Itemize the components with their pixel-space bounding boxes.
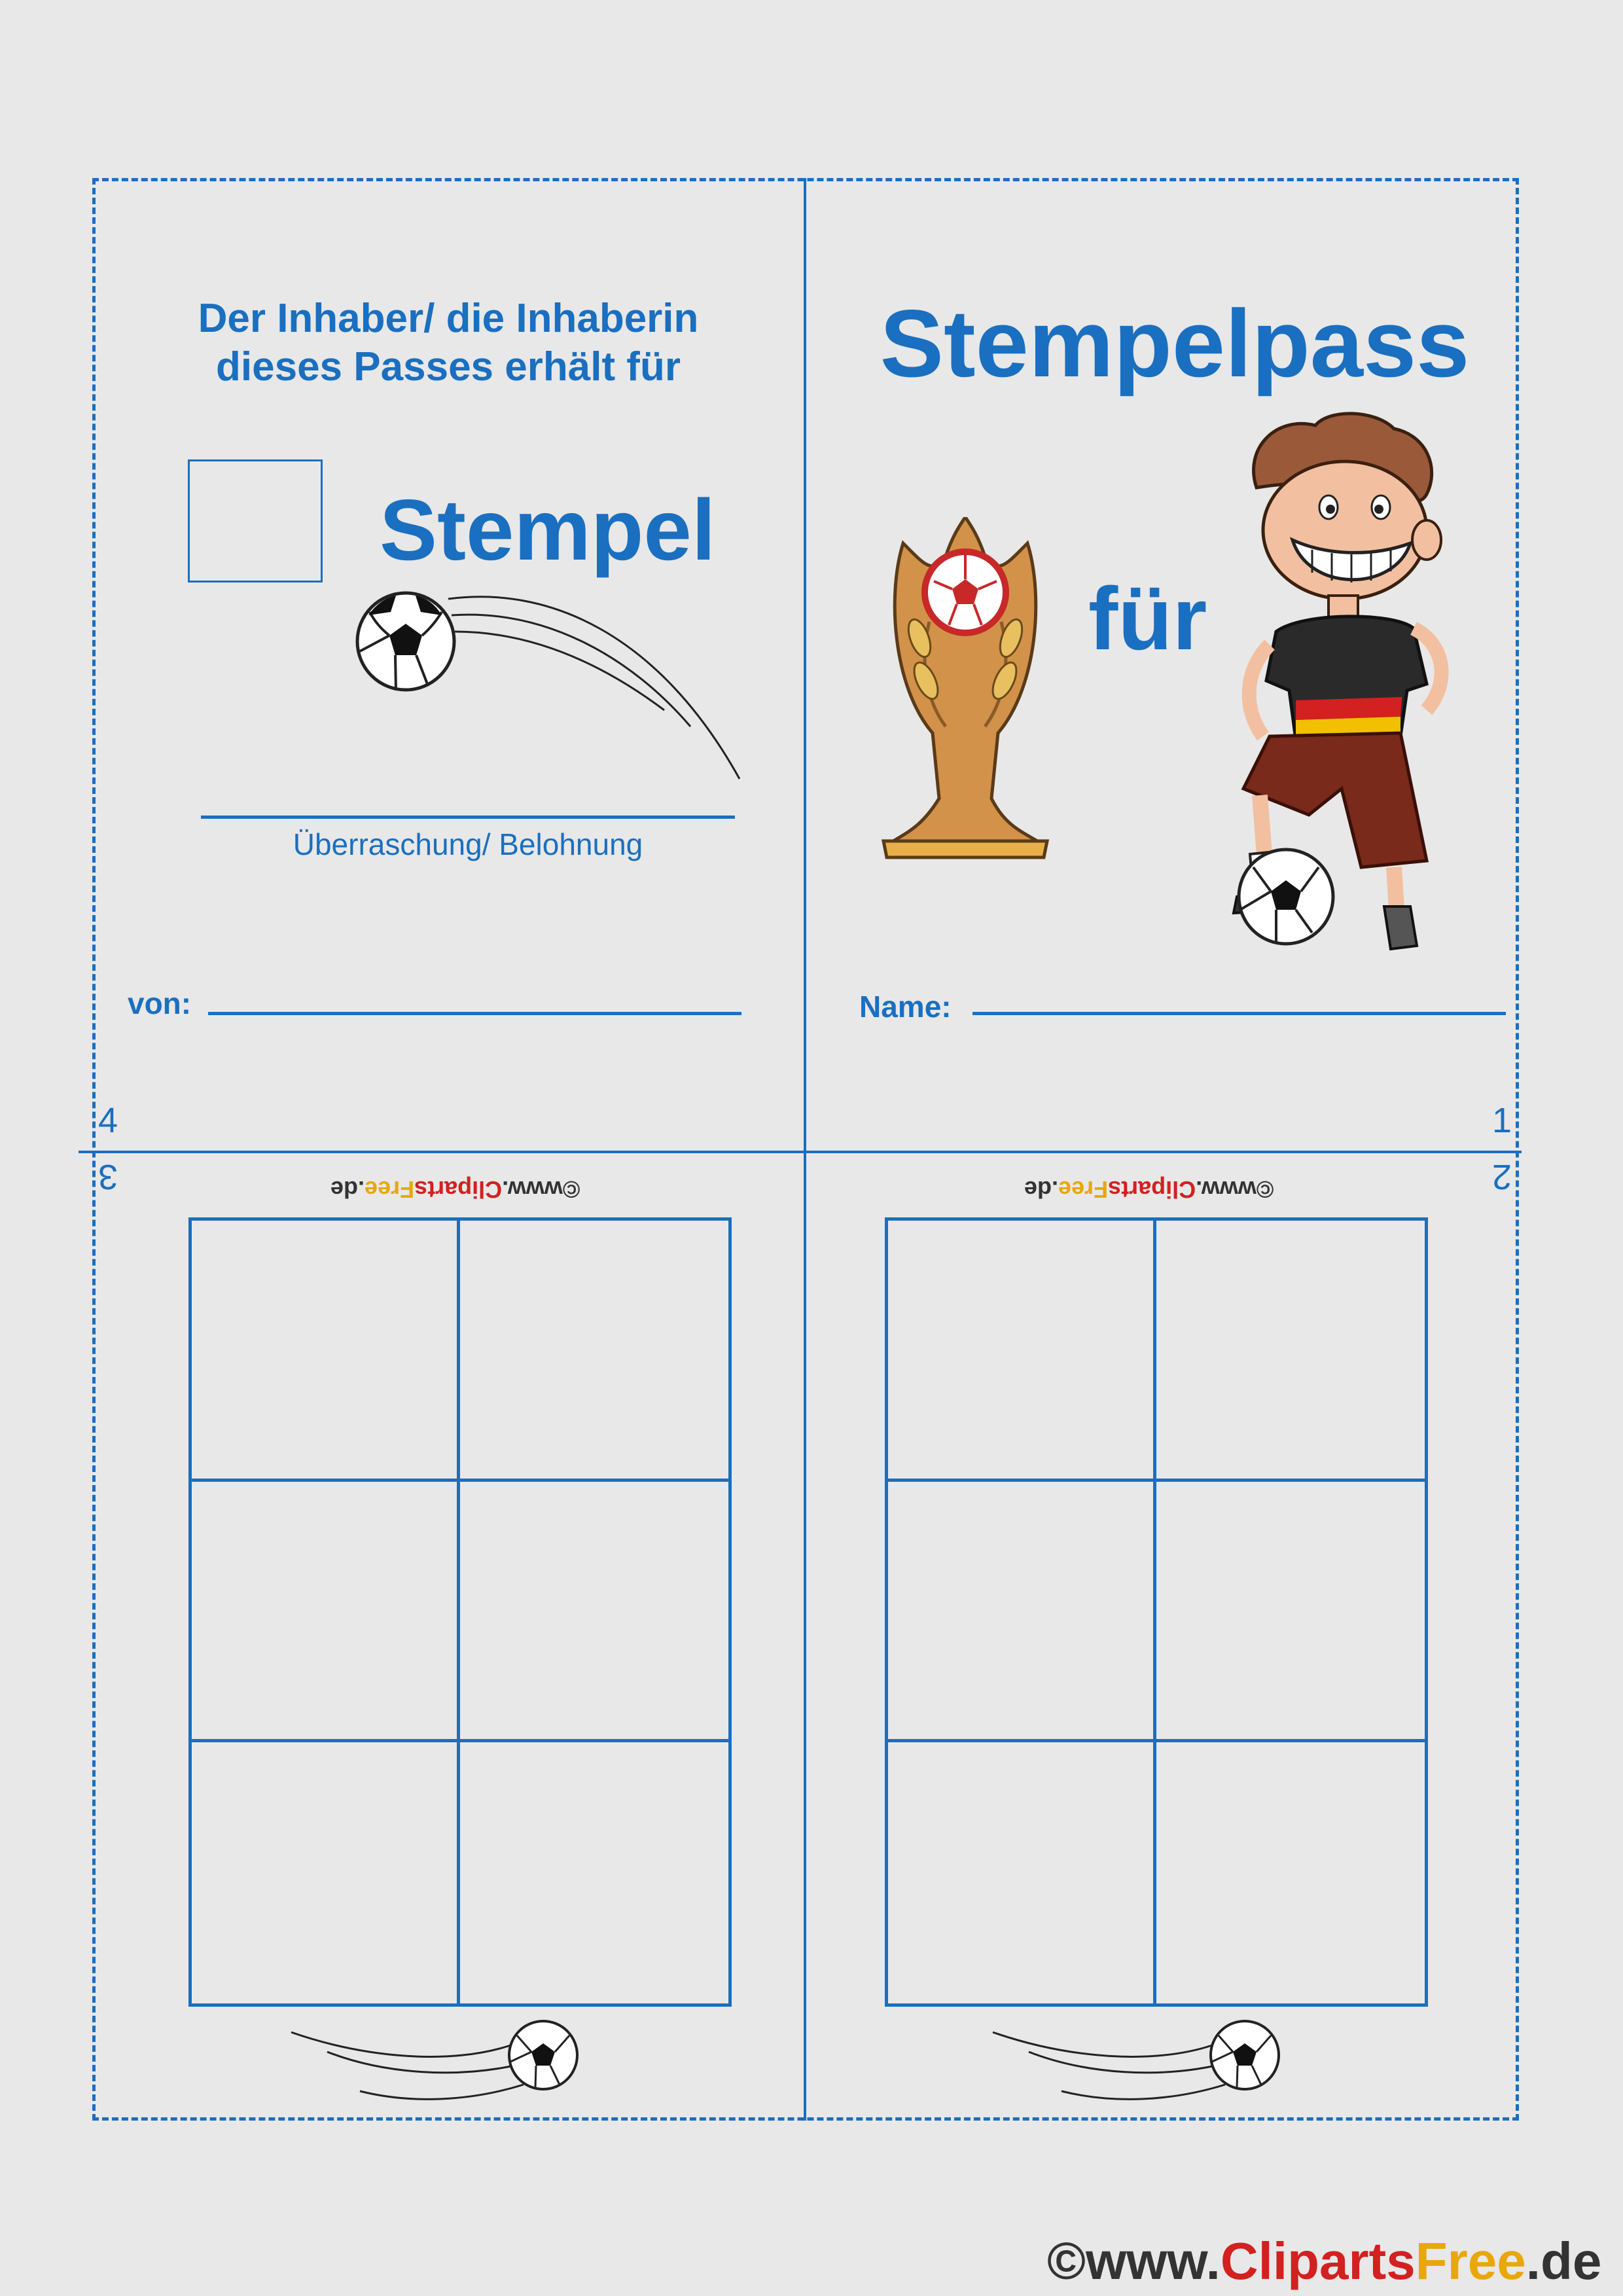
- stamp-cell[interactable]: [192, 1742, 460, 2003]
- flying-soccer-ball-icon: [288, 2013, 589, 2117]
- stamp-cell[interactable]: [888, 1742, 1156, 2003]
- fold-line-vertical: [804, 178, 806, 2121]
- stamp-cell[interactable]: [888, 1482, 1156, 1743]
- credit-right-upside-down: ©www.ClipartsFree.de: [1024, 1176, 1274, 1203]
- page-number-2: 2: [1492, 1157, 1512, 1196]
- reward-label: Überraschung/ Belohnung: [293, 827, 643, 861]
- footer-credit: ©www.ClipartsFree.de: [1047, 2232, 1602, 2290]
- stamp-cell[interactable]: [1156, 1742, 1425, 2003]
- stamp-grid-left: [188, 1217, 732, 2007]
- page-number-1: 1: [1492, 1101, 1512, 1140]
- fold-line-horizontal: [79, 1151, 1522, 1153]
- name-label: Name:: [859, 990, 952, 1024]
- stamp-cell[interactable]: [192, 1482, 460, 1743]
- credit-left-upside-down: ©www.ClipartsFree.de: [330, 1176, 580, 1203]
- intro-line-2: dieses Passes erhält für: [216, 344, 681, 389]
- from-label: von:: [128, 986, 192, 1020]
- stamp-grid-right: [885, 1217, 1428, 2007]
- trophy-icon: [874, 517, 1057, 861]
- from-line[interactable]: [208, 1012, 741, 1015]
- page-title: Stempelpass: [880, 290, 1470, 397]
- stamp-cell[interactable]: [460, 1221, 728, 1482]
- flying-soccer-ball-icon: [350, 586, 756, 782]
- intro-text: [144, 295, 753, 391]
- stamp-cell[interactable]: [460, 1482, 728, 1743]
- page-number-3: 3: [98, 1157, 118, 1196]
- stamp-cell[interactable]: [1156, 1482, 1425, 1743]
- stamp-count-box[interactable]: [188, 459, 323, 583]
- name-line[interactable]: [972, 1012, 1506, 1015]
- stamp-cell[interactable]: [888, 1221, 1156, 1482]
- stamp-cell[interactable]: [460, 1742, 728, 2003]
- soccer-boy-illustration: [1230, 409, 1479, 952]
- flying-soccer-ball-icon: [990, 2013, 1291, 2117]
- stamp-word: Stempel: [380, 482, 716, 578]
- stamp-cell[interactable]: [1156, 1221, 1425, 1482]
- stamp-cell[interactable]: [192, 1221, 460, 1482]
- for-word: für: [1088, 569, 1207, 668]
- intro-line-1: Der Inhaber/ die Inhaberin: [198, 296, 699, 341]
- page-number-4: 4: [98, 1101, 118, 1140]
- reward-line[interactable]: [201, 816, 735, 819]
